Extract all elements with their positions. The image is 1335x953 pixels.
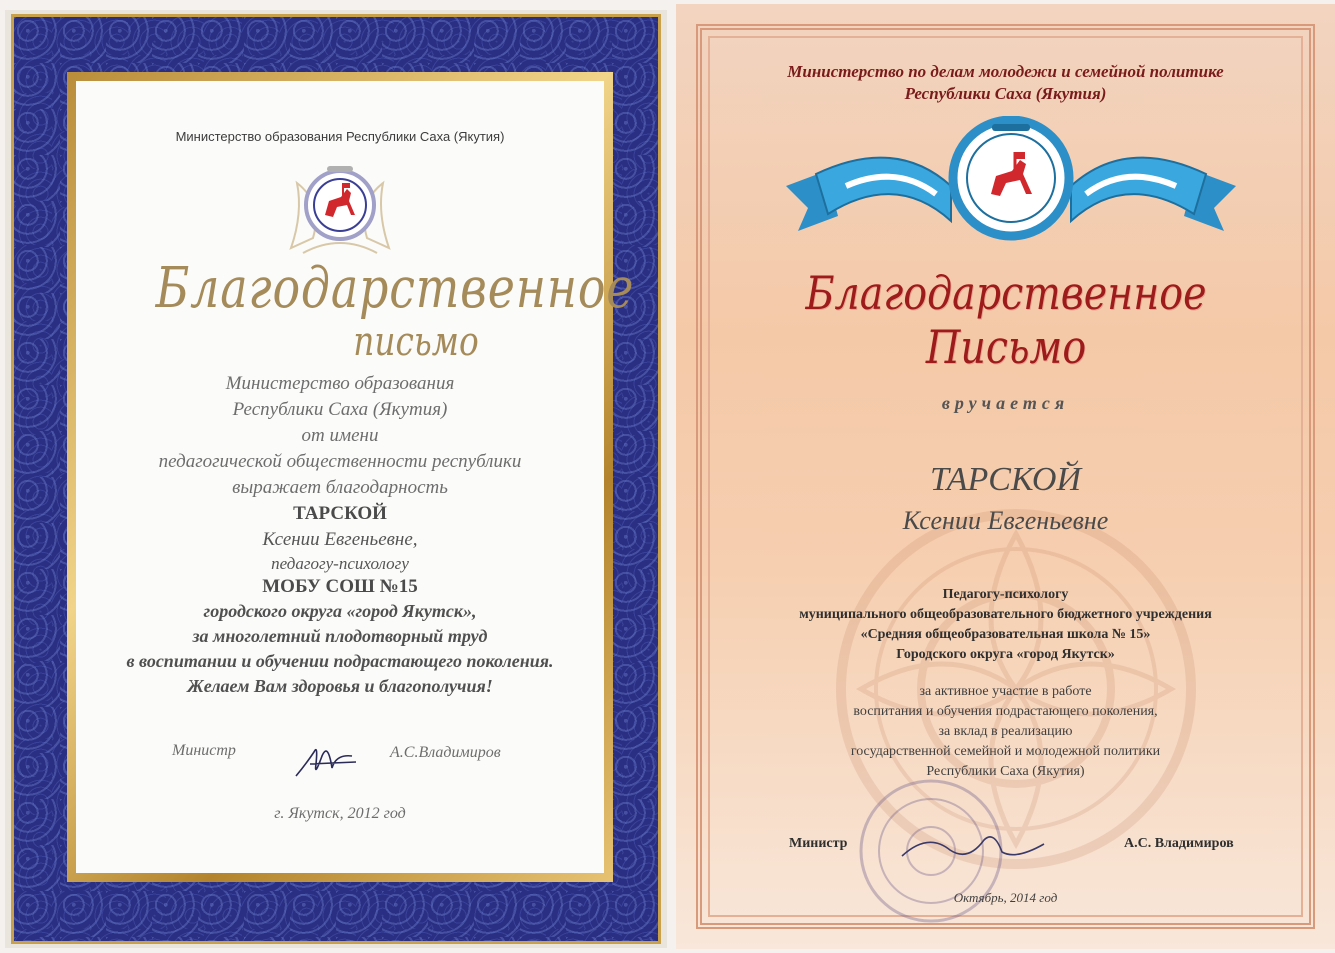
right-reason-line: Республики Саха (Якутия) — [926, 764, 1085, 779]
left-body-line: Министерство образования — [225, 373, 455, 394]
left-detail-line: в воспитании и обучении подрастающего поколения. — [126, 651, 554, 671]
left-ministry-header: Министерство образования Республики Саха (Якутия) — [175, 129, 505, 144]
left-certificate — [5, 10, 667, 948]
right-recipient-name: Ксении Евгеньевне — [902, 506, 1109, 535]
left-minister-label: Министр — [172, 742, 236, 759]
right-signer: А.С. Владимиров — [1124, 836, 1234, 851]
left-body-line: Республики Саха (Якутия) — [232, 399, 448, 420]
left-detail-line: Желаем Вам здоровья и благополучия! — [187, 676, 493, 696]
left-title-line1: Благодарственное — [155, 256, 635, 321]
left-school: МОБУ СОШ №15 — [262, 576, 418, 597]
right-reason-line: за вклад в реализацию — [938, 724, 1073, 739]
right-title: Благодарственное Письмо — [805, 266, 1207, 374]
right-reason-line: государственной семейной и молодежной политики — [850, 744, 1161, 759]
right-institution-line: Городского округа «город Якутск» — [896, 647, 1115, 662]
left-body-line: от имени — [301, 425, 379, 446]
left-body-line: педагогической общественности республики — [158, 451, 522, 472]
left-city-year: г. Якутск, 2012 год — [274, 805, 406, 822]
left-recipient-surname: ТАРСКОЙ — [293, 503, 387, 524]
left-title-line2: письмо — [353, 319, 479, 365]
right-minister-label: Министр — [789, 836, 848, 851]
signature-icon — [898, 826, 1048, 866]
coat-of-arms-icon — [283, 153, 397, 263]
right-institution-line: «Средняя общеобразовательная школа № 15» — [860, 627, 1151, 642]
right-reason-line: за активное участие в работе — [919, 684, 1092, 699]
left-paper — [76, 81, 635, 873]
right-certificate — [676, 4, 1335, 949]
right-institution-line: муниципального общеобразовательного бюджетного учреждения — [799, 607, 1212, 622]
right-institution-line: Педагогу-психологу — [942, 587, 1069, 602]
left-detail-line: за многолетний плодотворный труд — [192, 626, 488, 646]
left-position: педагогу-психологу — [271, 554, 409, 573]
right-date: Октябрь, 2014 год — [953, 890, 1058, 905]
right-reason-line: воспитания и обучения подрастающего поколения, — [853, 704, 1158, 719]
ribbon-with-coat-of-arms-icon — [786, 116, 1236, 256]
right-presented: вручается — [941, 393, 1070, 413]
right-ministry-line2: Республики Саха (Якутия) — [904, 84, 1107, 103]
signature-icon — [292, 734, 362, 784]
left-detail-line: городского округа «город Якутск», — [203, 601, 477, 621]
right-recipient-surname: ТАРСКОЙ — [929, 461, 1082, 498]
left-body-line: выражает благодарность — [232, 477, 448, 498]
left-signature-row — [76, 734, 604, 794]
left-recipient-name: Ксении Евгеньевне, — [262, 529, 418, 550]
left-signer: А.С.Владимиров — [390, 744, 501, 761]
right-ministry-line1: Министерство по делам молодежи и семейной политике — [787, 62, 1224, 81]
